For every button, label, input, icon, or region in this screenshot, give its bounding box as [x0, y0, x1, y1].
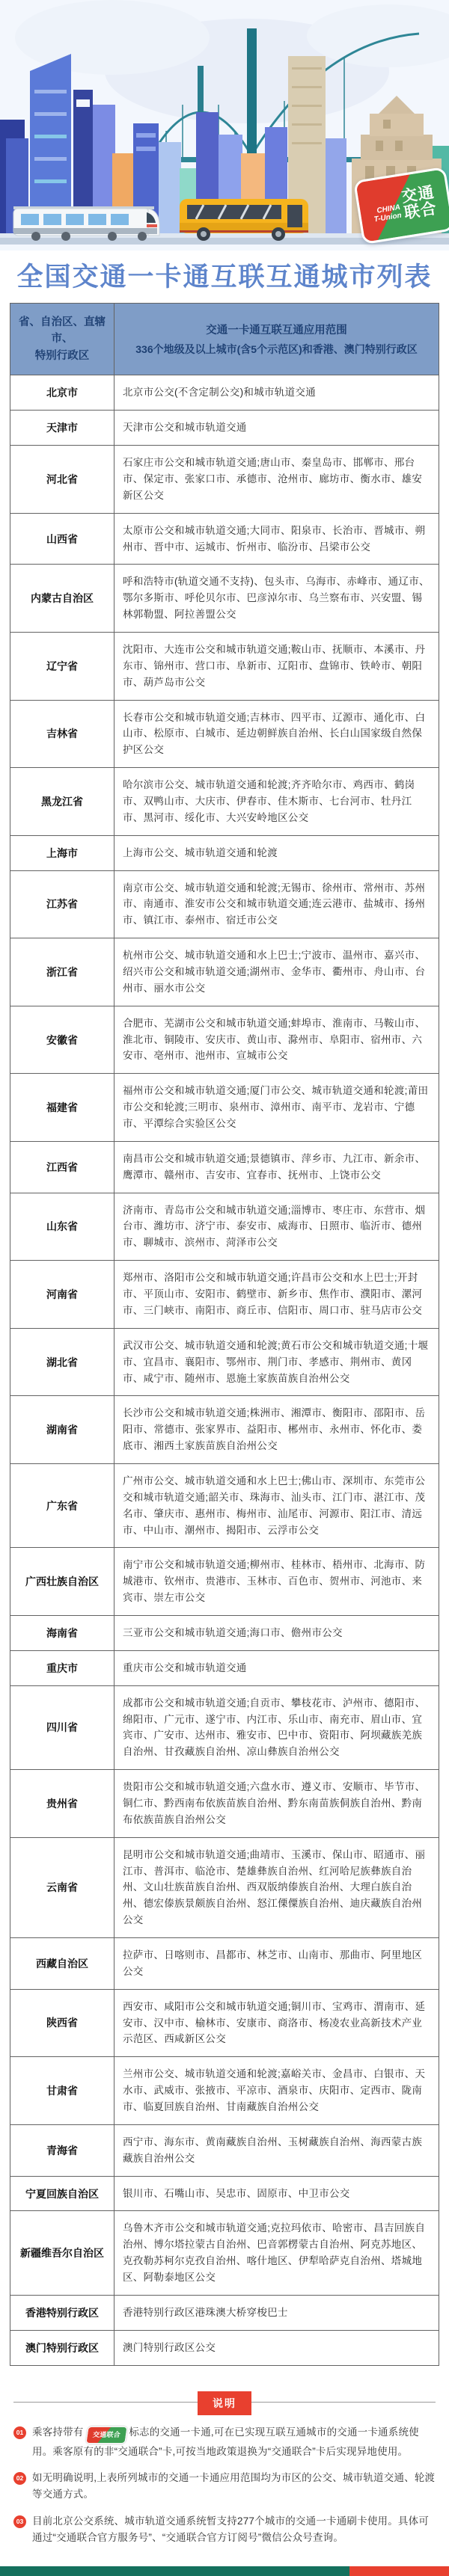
- region-cell: 重庆市: [10, 1650, 114, 1685]
- region-cell: 上海市: [10, 835, 114, 870]
- scope-cell: 拉萨市、日喀则市、昌都市、林芝市、山南市、那曲市、阿里地区公交: [114, 1937, 439, 1989]
- scope-cell: 昆明市公交和城市轨道交通;曲靖市、玉溪市、保山市、昭通市、丽江市、普洱市、临沧市、楚雄彝族自治州、红河哈尼族彝族自治州、文山壮族苗族自治州、西双版纳傣族自治州、大理白族自治州、德宏傣族景颇族自治州、怒江傈僳族自治州、迪庆藏族自治州公交: [114, 1837, 439, 1937]
- region-cell: 河南省: [10, 1261, 114, 1329]
- note-text: 如无明确说明,上表所列城市的交通一卡通应用范围均为市区的公交、城市轨道交通、轮渡等交通方式。: [32, 2471, 436, 2500]
- header-scope-line1: 交通一卡通互联互通应用范围: [206, 325, 347, 337]
- table-row: [10, 700, 439, 768]
- region-cell: 吉林省: [10, 700, 114, 768]
- scope-cell: 成都市公交和城市轨道交通;自贡市、攀枝花市、泸州市、德阳市、绵阳市、广元市、遂宁市、内江市、乐山市、南充市、眉山市、宜宾市、广安市、达州市、雅安市、巴中市、资阳市、阿坝藏族羌族自治州、甘孜藏族自治州、凉山彝族自治州公交: [114, 1685, 439, 1769]
- scope-cell: 南昌市公交和城市轨道交通;景德镇市、萍乡市、九江市、新余市、鹰潭市、赣州市、吉安市、宜春市、抚州市、上饶市公交: [114, 1141, 439, 1193]
- table-row: [10, 1261, 439, 1329]
- scope-cell: 贵阳市公交和城市轨道交通;六盘水市、遵义市、安顺市、毕节市、铜仁市、黔西南布依族苗族自治州、黔东南苗族侗族自治州、黔南布依族苗族自治州公交: [114, 1770, 439, 1838]
- table-row: [10, 1650, 439, 1685]
- note-item: [13, 2513, 436, 2547]
- note-text: 乘客持带有 交通联合 标志的交通一卡通,可在已实现互联互通城市的交通一卡通系统使用。乘客原有的非“交通联合”卡,可按当地政策退换为“交通联合”卡后实现异地使用。: [32, 2426, 419, 2457]
- notes-badge: 说明: [198, 2391, 251, 2415]
- region-cell: 江西省: [10, 1141, 114, 1193]
- table-row: [10, 1615, 439, 1650]
- notes-section: [13, 2391, 436, 2547]
- scope-cell: 太原市公交和城市轨道交通;大同市、阳泉市、长治市、晋城市、朔州市、晋中市、运城市、忻州市、临汾市、吕梁市公交: [114, 513, 439, 565]
- region-cell: 广西壮族自治区: [10, 1548, 114, 1616]
- region-cell: 浙江省: [10, 938, 114, 1006]
- table-row: [10, 411, 439, 446]
- badge-lianhe-label: 联合: [403, 200, 439, 222]
- header-region-column: [10, 304, 114, 375]
- badge-tunion-label: T-Union: [373, 211, 403, 224]
- table-row: [10, 2124, 439, 2176]
- region-cell: 河北省: [10, 446, 114, 514]
- table-row: [10, 1006, 439, 1074]
- region-cell: 海南省: [10, 1615, 114, 1650]
- table-header-row: [10, 304, 439, 375]
- region-cell: 内蒙古自治区: [10, 565, 114, 633]
- region-cell: 黑龙江省: [10, 768, 114, 836]
- table-row: [10, 633, 439, 701]
- scope-cell: 郑州市、洛阳市公交和城市轨道交通;许昌市公交和水上巴士;开封市、平顶山市、安阳市、鹤壁市、新乡市、焦作市、濮阳市、漯河市、三门峡市、南阳市、商丘市、信阳市、周口市、驻马店市公交: [114, 1261, 439, 1329]
- table-row: [10, 565, 439, 633]
- note-item: [13, 2424, 436, 2460]
- table-row: [10, 1074, 439, 1142]
- scope-cell: 三亚市公交和城市轨道交通;海口市、儋州市公交: [114, 1615, 439, 1650]
- table-row: [10, 1685, 439, 1769]
- region-cell: 宁夏回族自治区: [10, 2176, 114, 2211]
- scope-cell: 西宁市、海东市、黄南藏族自治州、玉树藏族自治州、海西蒙古族藏族自治州公交: [114, 2124, 439, 2176]
- table-row: [10, 1837, 439, 1937]
- region-cell: 贵州省: [10, 1770, 114, 1838]
- note-number-badge: 02: [13, 2472, 26, 2485]
- hero-illustration: [0, 0, 449, 250]
- region-cell: 湖北省: [10, 1328, 114, 1396]
- region-cell: 山东省: [10, 1193, 114, 1261]
- scope-cell: 合肥市、芜湖市公交和城市轨道交通;蚌埠市、淮南市、马鞍山市、淮北市、铜陵市、安庆市、黄山市、滁州市、阜阳市、宿州市、六安市、亳州市、池州市、宣城市公交: [114, 1006, 439, 1074]
- table-row: [10, 1193, 439, 1261]
- note-number-badge: 03: [13, 2515, 26, 2528]
- table-row: [10, 768, 439, 836]
- table-row: [10, 2211, 439, 2295]
- scope-cell: 石家庄市公交和城市轨道交通;唐山市、秦皇岛市、邯郸市、邢台市、保定市、张家口市、承德市、沧州市、廊坊市、衡水市、雄安新区公交: [114, 446, 439, 514]
- scope-cell: 武汉市公交、城市轨道交通和轮渡;黄石市公交和城市轨道交通;十堰市、宜昌市、襄阳市、鄂州市、荆门市、孝感市、荆州市、黄冈市、咸宁市、随州市、恩施土家族苗族自治州公交: [114, 1328, 439, 1396]
- region-cell: 香港特别行政区: [10, 2295, 114, 2330]
- scope-cell: 福州市公交和城市轨道交通;厦门市公交、城市轨道交通和轮渡;莆田市公交和轮渡;三明市、泉州市、漳州市、南平市、龙岩市、宁德市、平潭综合实验区公交: [114, 1074, 439, 1142]
- region-cell: 福建省: [10, 1074, 114, 1142]
- table-row: [10, 1463, 439, 1547]
- scope-cell: 香港特别行政区港珠澳大桥穿梭巴士: [114, 2295, 439, 2330]
- region-cell: 辽宁省: [10, 633, 114, 701]
- region-cell: 澳门特别行政区: [10, 2330, 114, 2365]
- city-table-wrap: [10, 303, 439, 2366]
- table-row: [10, 870, 439, 938]
- region-cell: 新疆维吾尔自治区: [10, 2211, 114, 2295]
- scope-cell: 长春市公交和城市轨道交通;吉林市、四平市、辽源市、通化市、白山市、松原市、白城市、延边朝鲜族自治州、长白山国家级自然保护区公交: [114, 700, 439, 768]
- table-row: [10, 2057, 439, 2125]
- tunion-inline-logo-icon: 交通联合: [85, 2426, 127, 2444]
- tram-illustration: [13, 206, 159, 241]
- scope-cell: 澳门特别行政区公交: [114, 2330, 439, 2365]
- scope-cell: 天津市公交和城市轨道交通: [114, 411, 439, 446]
- city-table: [10, 303, 439, 2366]
- table-row: [10, 2176, 439, 2211]
- region-cell: 山西省: [10, 513, 114, 565]
- scope-cell: 杭州市公交、城市轨道交通和水上巴士;宁波市、温州市、嘉兴市、绍兴市公交和城市轨道交通;湖州市、金华市、衢州市、舟山市、台州市、丽水市公交: [114, 938, 439, 1006]
- region-cell: 云南省: [10, 1837, 114, 1937]
- note-item: [13, 2470, 436, 2503]
- note-text: 目前北京公交系统、城市轨道交通系统暂支持277个城市的交通一卡通刷卡使用。具体可通过“交通联合官方服务号”、“交通联合官方订阅号”微信公众号查询。: [32, 2515, 430, 2544]
- scope-cell: 长沙市公交和城市轨道交通;株洲市、湘潭市、衡阳市、邵阳市、岳阳市、常德市、张家界市、益阳市、郴州市、永州市、怀化市、娄底市、湘西土家族苗族自治州公交: [114, 1396, 439, 1464]
- header-scope-line2: 336个地级及以上城市(含5个示范区)和香港、澳门特别行政区: [135, 343, 418, 356]
- table-row: [10, 446, 439, 514]
- table-row: [10, 2295, 439, 2330]
- tunion-badge-english: [372, 203, 402, 224]
- table-row: [10, 938, 439, 1006]
- table-row: [10, 835, 439, 870]
- footer-bar: [0, 2566, 449, 2576]
- badge-jiaotong-label: 交通: [400, 183, 436, 206]
- scope-cell: 西安市、咸阳市公交和城市轨道交通;铜川市、宝鸡市、渭南市、延安市、汉中市、榆林市、安康市、商洛市、杨凌农业高新技术产业示范区、西咸新区公交: [114, 1989, 439, 2057]
- scope-cell: 哈尔滨市公交、城市轨道交通和轮渡;齐齐哈尔市、鸡西市、鹤岗市、双鸭山市、大庆市、伊春市、佳木斯市、七台河市、牡丹江市、黑河市、绥化市、大兴安岭地区公交: [114, 768, 439, 836]
- region-cell: 天津市: [10, 411, 114, 446]
- region-cell: 陕西省: [10, 1989, 114, 2057]
- scope-cell: 广州市公交、城市轨道交通和水上巴士;佛山市、深圳市、东莞市公交和城市轨道交通;韶关市、珠海市、汕头市、江门市、湛江市、茂名市、肇庆市、惠州市、梅州市、汕尾市、河源市、阳江市、清远市、中山市、潮州市、揭阳市、云浮市公交: [114, 1463, 439, 1547]
- region-cell: 四川省: [10, 1685, 114, 1769]
- region-cell: 江苏省: [10, 870, 114, 938]
- region-cell: 安徽省: [10, 1006, 114, 1074]
- region-cell: 湖南省: [10, 1396, 114, 1464]
- table-row: [10, 1328, 439, 1396]
- region-cell: 西藏自治区: [10, 1937, 114, 1989]
- scope-cell: 南宁市公交和城市轨道交通;柳州市、桂林市、梧州市、北海市、防城港市、钦州市、贵港市、玉林市、百色市、贺州市、河池市、来宾市、崇左市公交: [114, 1548, 439, 1616]
- scope-cell: 兰州市公交、城市轨道交通和轮渡;嘉峪关市、金昌市、白银市、天水市、武威市、张掖市、平凉市、酒泉市、庆阳市、定西市、陇南市、临夏回族自治州、甘南藏族自治州公交: [114, 2057, 439, 2125]
- badge-china-label: CHINA: [376, 203, 401, 215]
- region-cell: 广东省: [10, 1463, 114, 1547]
- region-cell: 北京市: [10, 375, 114, 411]
- tunion-badge: [353, 167, 449, 245]
- table-body: [10, 375, 439, 2365]
- table-row: [10, 1548, 439, 1616]
- page-title: 全国交通一卡通互联互通城市列表: [16, 262, 433, 292]
- header-scope-column: [114, 304, 439, 375]
- notes-list: [13, 2424, 436, 2547]
- notes-header: [13, 2391, 436, 2414]
- footer-teal-stripe: [0, 2566, 349, 2576]
- region-cell: 甘肃省: [10, 2057, 114, 2125]
- table-row: [10, 375, 439, 411]
- table-row: [10, 1989, 439, 2057]
- scope-cell: 呼和浩特市(轨道交通不支持)、包头市、乌海市、赤峰市、通辽市、鄂尔多斯市、呼伦贝尔市、巴彦淖尔市、乌兰察布市、兴安盟、锡林郭勒盟、阿拉善盟公交: [114, 565, 439, 633]
- table-row: [10, 1937, 439, 1989]
- table-row: [10, 1141, 439, 1193]
- scope-cell: 乌鲁木齐市公交和城市轨道交通;克拉玛依市、哈密市、昌吉回族自治州、博尔塔拉蒙古自治州、巴音郭楞蒙古自治州、阿克苏地区、克孜勒苏柯尔克孜自治州、喀什地区、伊犁哈萨克自治州、塔城地区、阿勒泰地区公交: [114, 2211, 439, 2295]
- table-row: [10, 2330, 439, 2365]
- table-row: [10, 513, 439, 565]
- note-number-badge: 01: [13, 2426, 26, 2439]
- header-region-line1: 省、自治区、直辖市、: [19, 316, 106, 345]
- header-region-line2: 特别行政区: [34, 349, 90, 362]
- scope-cell: 南京市公交、城市轨道交通和轮渡;无锡市、徐州市、常州市、苏州市、南通市、淮安市公交和城市轨道交通;连云港市、盐城市、扬州市、镇江市、泰州市、宿迁市公交: [114, 870, 439, 938]
- footer-red-stripe: [349, 2566, 449, 2576]
- scope-cell: 北京市公交(不含定制公交)和城市轨道交通: [114, 375, 439, 411]
- scope-cell: 银川市、石嘴山市、吴忠市、固原市、中卫市公交: [114, 2176, 439, 2211]
- tunion-badge-chinese: [400, 185, 438, 222]
- scope-cell: 济南市、青岛市公交和城市轨道交通;淄博市、枣庄市、东营市、烟台市、潍坊市、济宁市、泰安市、威海市、日照市、临沂市、德州市、聊城市、滨州市、菏泽市公交: [114, 1193, 439, 1261]
- region-cell: 青海省: [10, 2124, 114, 2176]
- table-row: [10, 1396, 439, 1464]
- table-row: [10, 1770, 439, 1838]
- scope-cell: 上海市公交、城市轨道交通和轮渡: [114, 835, 439, 870]
- scope-cell: 重庆市公交和城市轨道交通: [114, 1650, 439, 1685]
- scope-cell: 沈阳市、大连市公交和城市轨道交通;鞍山市、抚顺市、本溪市、丹东市、锦州市、营口市、阜新市、辽阳市、盘锦市、铁岭市、朝阳市、葫芦岛市公交: [114, 633, 439, 701]
